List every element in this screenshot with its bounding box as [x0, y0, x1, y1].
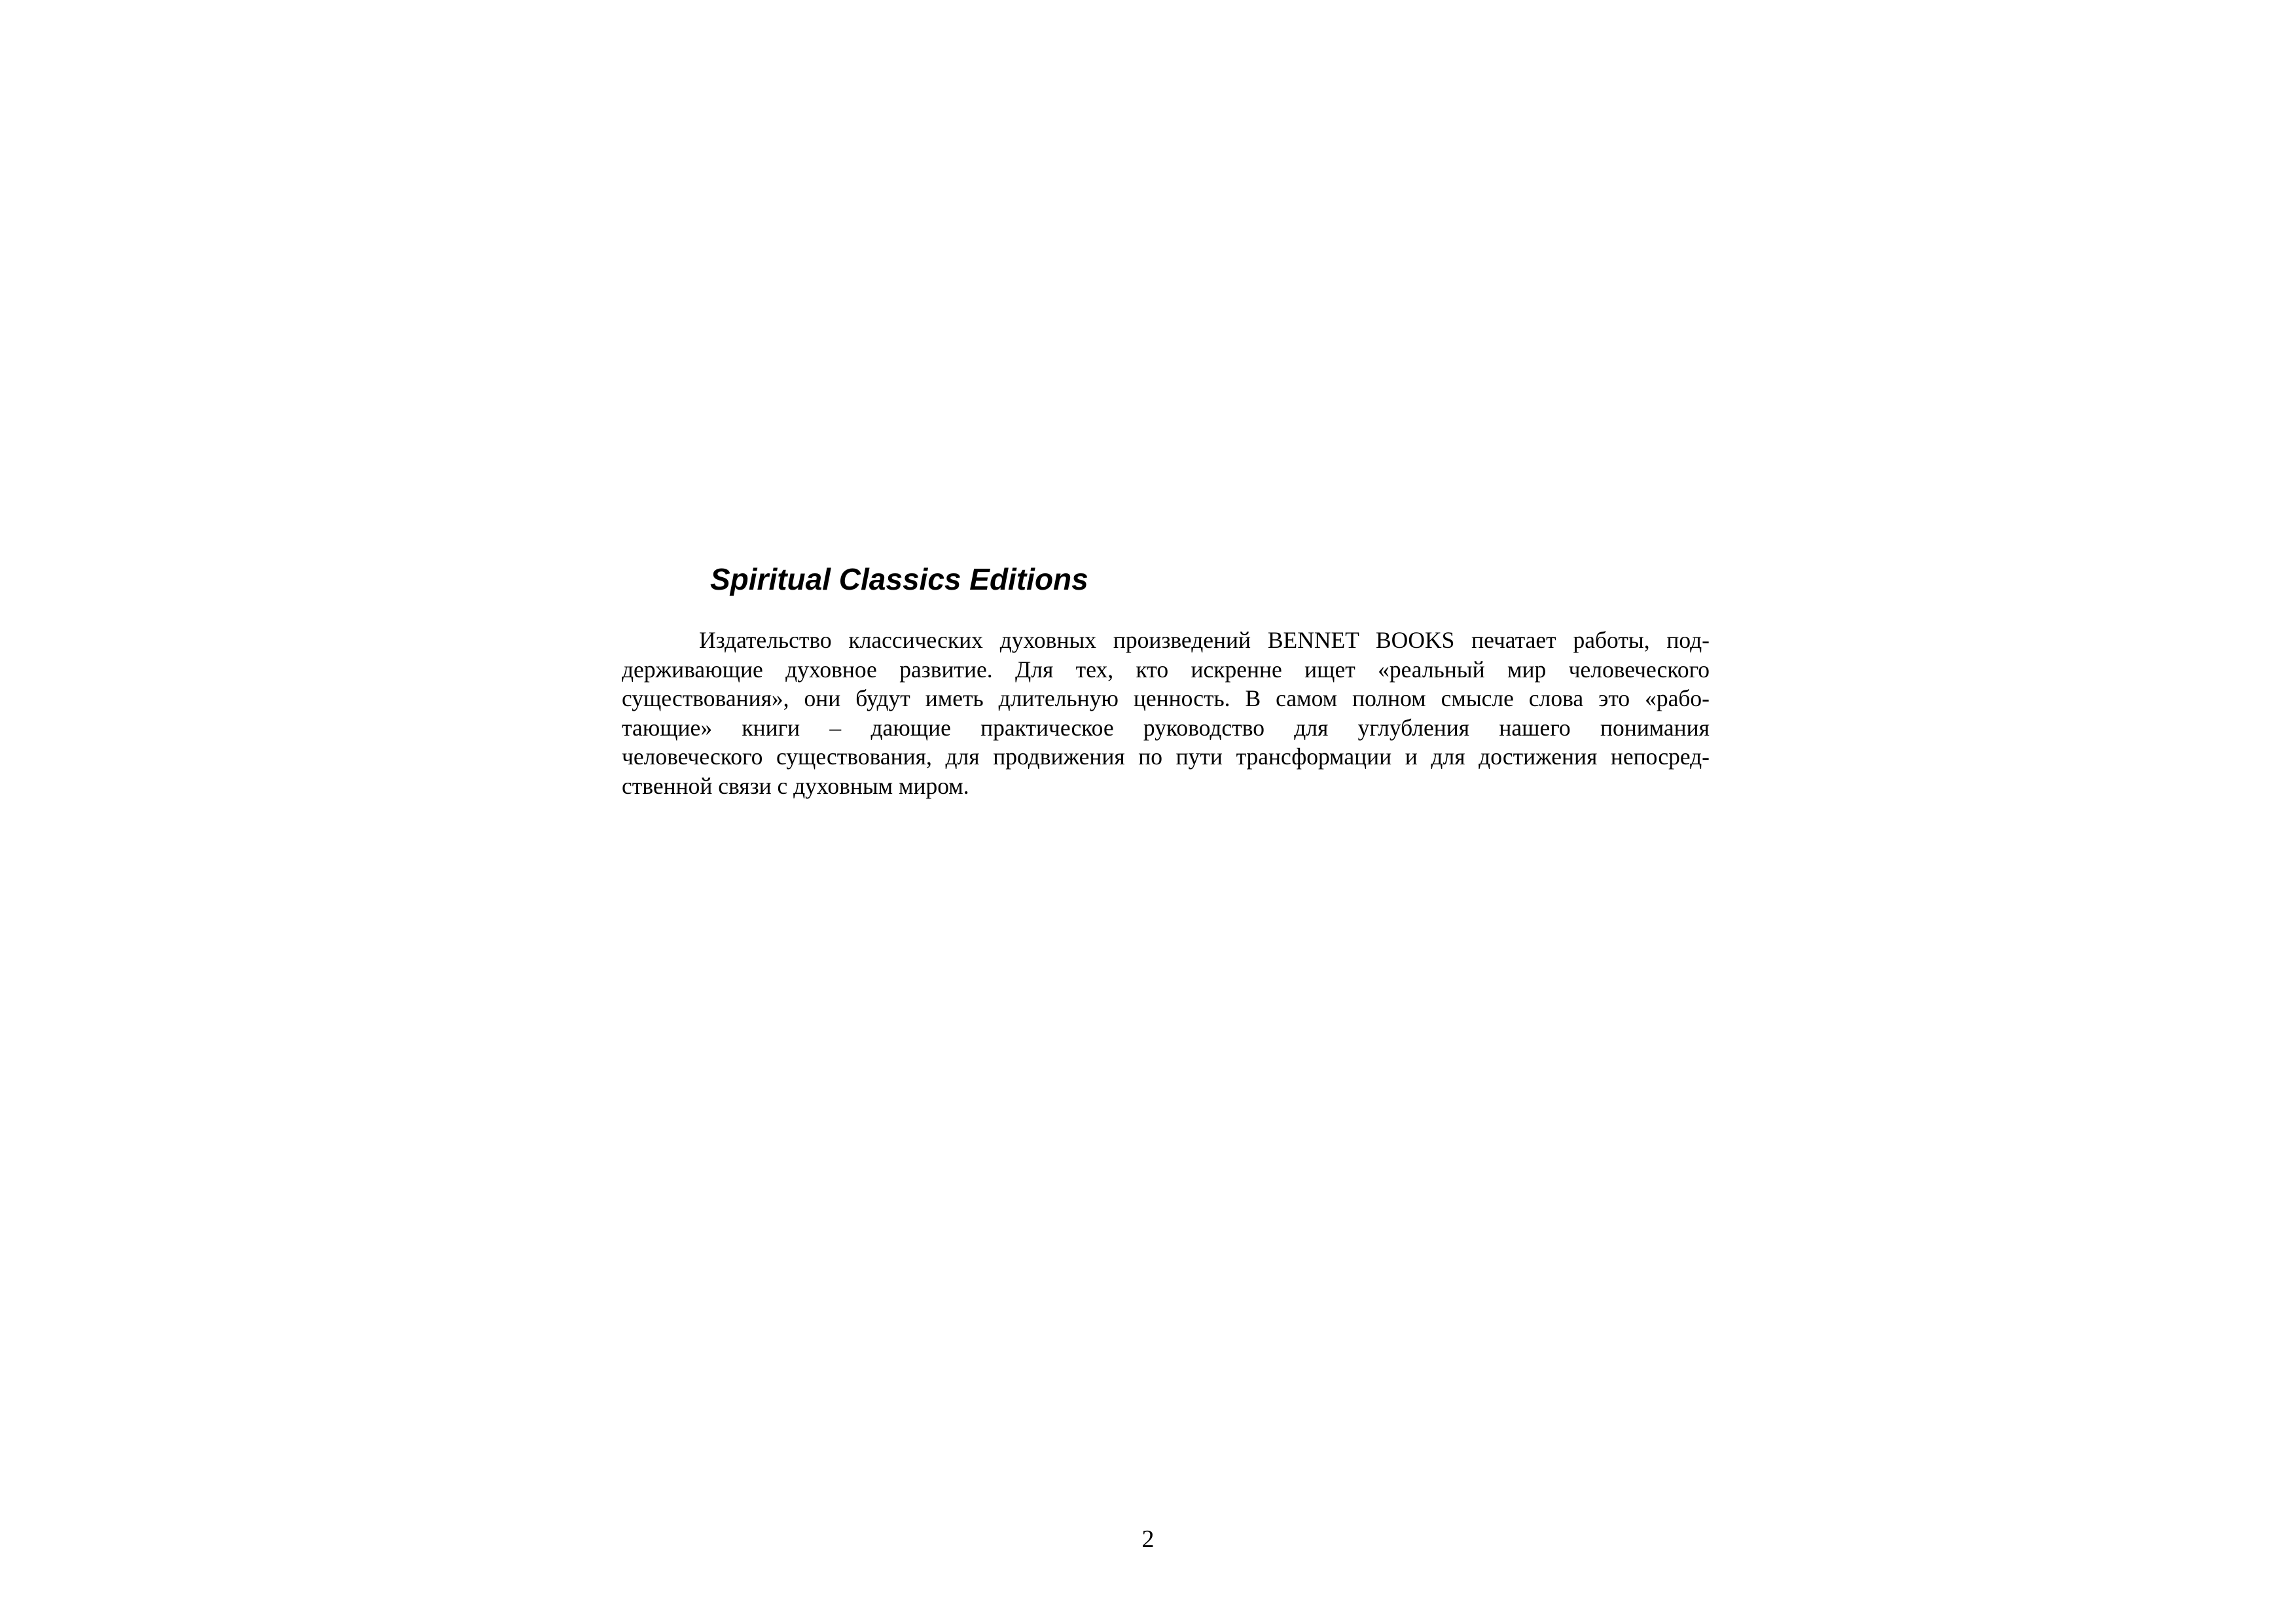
paragraph-line: держивающие духовное развитие. Для тех, кто искренне ищет «реальный мир человеческого	[622, 656, 1710, 683]
paragraph-line: Издательство классических духовных произведений BENNET BOOKS печатает работы, под-	[699, 627, 1710, 653]
paragraph-line: человеческого существования, для продвижения по пути трансформации и для достижения непосред-	[622, 743, 1710, 770]
paragraph-line: тающие» книги – дающие практическое руководство для углубления нашего понимания	[622, 714, 1710, 741]
section-heading: Spiritual Classics Editions	[710, 562, 1088, 596]
page-number: 2	[1141, 1525, 1155, 1553]
paragraph-line: существования», они будут иметь длительную ценность. В самом полном смысле слова это «рабо-	[622, 685, 1710, 712]
paragraph-line: ственной связи с духовным миром.	[622, 772, 969, 799]
body-paragraph	[622, 626, 1710, 801]
